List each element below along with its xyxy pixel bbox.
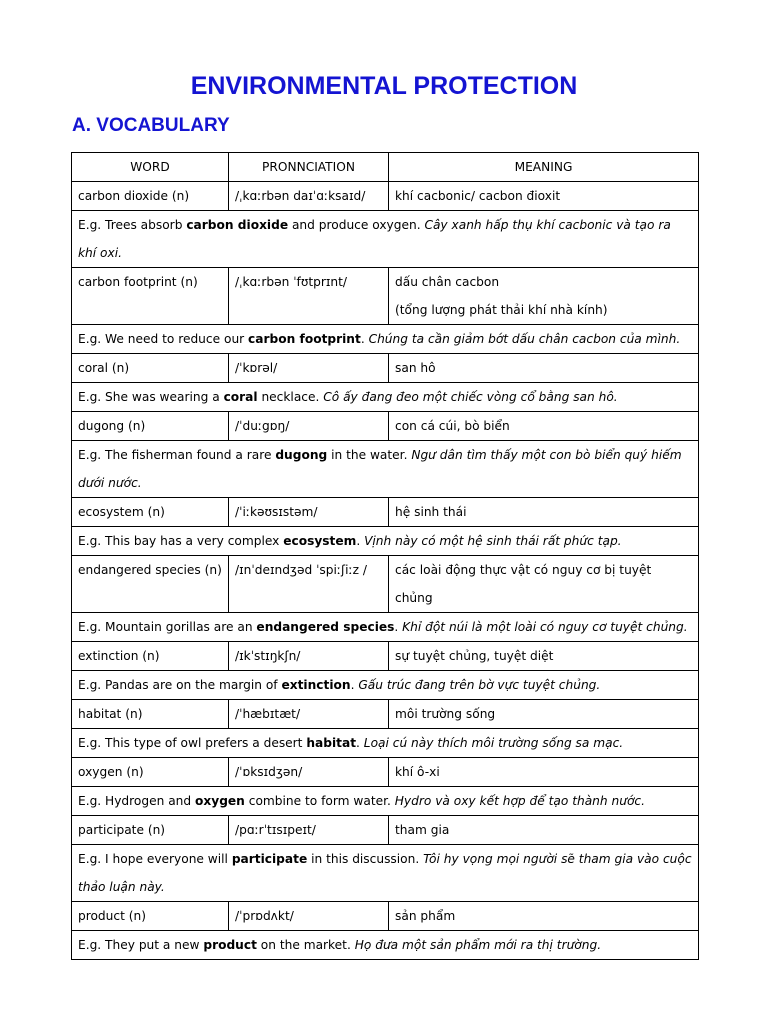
meaning-cell: [389, 556, 699, 613]
word-cell: carbon footprint (n): [72, 268, 229, 325]
example-row: [72, 613, 699, 642]
meaning-cell: [389, 268, 699, 325]
meaning-cell: [389, 816, 699, 845]
example-translation: Loại cú này thích môi trường sống sa mạc.: [363, 736, 624, 750]
example-suffix: .: [356, 736, 364, 750]
vocabulary-table: [71, 152, 699, 960]
example-keyword: oxygen: [195, 794, 245, 808]
header-pronunciation: PRONNCIATION: [229, 153, 389, 182]
pronunciation-cell: /ˈkɒrəl/: [229, 354, 389, 383]
word-cell: dugong (n): [72, 412, 229, 441]
meaning-cell: [389, 498, 699, 527]
table-row: [72, 816, 699, 845]
example-prefix: E.g. This type of owl prefers a desert: [78, 736, 307, 750]
header-meaning: MEANING: [389, 153, 699, 182]
table-header-row: [72, 153, 699, 182]
meaning-cell: [389, 354, 699, 383]
meaning-line: các loài động thực vật có nguy cơ bị tuyệt chủng: [395, 563, 652, 605]
table-row: [72, 354, 699, 383]
example-keyword: habitat: [306, 736, 357, 750]
example-keyword: endangered species: [256, 620, 395, 634]
example-cell: [72, 845, 699, 902]
example-translation: Chúng ta cần giảm bớt dấu chân cacbon của mình.: [368, 332, 681, 346]
example-keyword: product: [203, 938, 257, 952]
example-translation: Tôi hy vọng mọi người sẽ tham gia vào cuộc thảo luận này.: [78, 852, 692, 894]
example-cell: [72, 787, 699, 816]
example-translation: Ngư dân tìm thấy một con bò biển quý hiếm dưới nước.: [78, 448, 682, 490]
example-suffix: in the water.: [327, 448, 412, 462]
example-row: [72, 931, 699, 960]
example-suffix: and produce oxygen.: [288, 218, 425, 232]
example-row: [72, 671, 699, 700]
example-keyword: carbon footprint: [248, 332, 361, 346]
meaning-line: sản phẩm: [395, 909, 456, 923]
meaning-cell: [389, 758, 699, 787]
vocabulary-body: [72, 182, 699, 960]
example-row: [72, 441, 699, 498]
table-row: [72, 700, 699, 729]
example-translation: Hydro và oxy kết hợp để tạo thành nước.: [394, 794, 645, 808]
example-translation: Gấu trúc đang trên bờ vực tuyệt chủng.: [358, 678, 601, 692]
example-keyword: extinction: [281, 678, 351, 692]
example-row: [72, 325, 699, 354]
table-row: [72, 182, 699, 211]
example-cell: [72, 613, 699, 642]
meaning-line: tham gia: [395, 823, 450, 837]
word-cell: endangered species (n): [72, 556, 229, 613]
word-cell: habitat (n): [72, 700, 229, 729]
example-suffix: .: [350, 678, 359, 692]
example-suffix: in this discussion.: [307, 852, 424, 866]
example-row: [72, 527, 699, 556]
example-prefix: E.g. Hydrogen and: [78, 794, 196, 808]
example-cell: [72, 671, 699, 700]
table-row: [72, 758, 699, 787]
word-cell: product (n): [72, 902, 229, 931]
table-row: [72, 902, 699, 931]
example-suffix: .: [360, 332, 369, 346]
table-row: [72, 412, 699, 441]
meaning-cell: [389, 700, 699, 729]
example-keyword: participate: [231, 852, 308, 866]
meaning-line: con cá cúi, bò biển: [395, 419, 510, 433]
example-prefix: E.g. The fisherman found a rare: [78, 448, 276, 462]
example-prefix: E.g. This bay has a very complex: [78, 534, 284, 548]
example-keyword: coral: [223, 390, 258, 404]
table-row: [72, 268, 699, 325]
example-suffix: combine to form water.: [244, 794, 395, 808]
header-word: WORD: [72, 153, 229, 182]
word-cell: oxygen (n): [72, 758, 229, 787]
example-suffix: on the market.: [256, 938, 355, 952]
pronunciation-cell: /ɪkˈstɪŋkʃn/: [229, 642, 389, 671]
example-cell: [72, 527, 699, 556]
meaning-cell: [389, 642, 699, 671]
word-cell: participate (n): [72, 816, 229, 845]
meaning-cell: [389, 902, 699, 931]
meaning-cell: [389, 182, 699, 211]
pronunciation-cell: /ˌkɑːrbən ˈfʊtprɪnt/: [229, 268, 389, 325]
pronunciation-cell: /ˈɒksɪdʒən/: [229, 758, 389, 787]
table-row: [72, 556, 699, 613]
example-cell: [72, 931, 699, 960]
section-heading: A. VOCABULARY: [72, 115, 230, 136]
example-row: [72, 845, 699, 902]
example-translation: Cây xanh hấp thụ khí cacbonic và tạo ra khí oxi.: [78, 218, 671, 260]
pronunciation-cell: /ˈduːgɒŋ/: [229, 412, 389, 441]
example-prefix: E.g. We need to reduce our: [78, 332, 249, 346]
example-prefix: E.g. Trees absorb: [78, 218, 187, 232]
meaning-line: môi trường sống: [395, 707, 496, 721]
example-cell: [72, 383, 699, 412]
example-suffix: .: [394, 620, 403, 634]
example-prefix: E.g. Mountain gorillas are an: [78, 620, 257, 634]
pronunciation-cell: /ˈprɒdʌkt/: [229, 902, 389, 931]
example-row: [72, 787, 699, 816]
example-cell: [72, 441, 699, 498]
example-suffix: necklace.: [257, 390, 324, 404]
example-row: [72, 383, 699, 412]
example-suffix: .: [356, 534, 365, 548]
word-cell: ecosystem (n): [72, 498, 229, 527]
pronunciation-cell: /ˈhæbɪtæt/: [229, 700, 389, 729]
meaning-line: khí ô-xi: [395, 765, 440, 779]
example-prefix: E.g. I hope everyone will: [78, 852, 232, 866]
example-translation: Cô ấy đang đeo một chiếc vòng cổ bằng san hô.: [323, 390, 618, 404]
example-prefix: E.g. Pandas are on the margin of: [78, 678, 282, 692]
example-prefix: E.g. She was wearing a: [78, 390, 224, 404]
example-row: [72, 729, 699, 758]
pronunciation-cell: /ˈiːkəʊsɪstəm/: [229, 498, 389, 527]
table-row: [72, 498, 699, 527]
word-cell: carbon dioxide (n): [72, 182, 229, 211]
table-row: [72, 642, 699, 671]
meaning-cell: [389, 412, 699, 441]
meaning-line: hệ sinh thái: [395, 505, 467, 519]
example-cell: [72, 729, 699, 758]
page-title: ENVIRONMENTAL PROTECTION: [190, 72, 578, 100]
meaning-line: sự tuyệt chủng, tuyệt diệt: [395, 649, 554, 663]
example-translation: Họ đưa một sản phẩm mới ra thị trường.: [354, 938, 602, 952]
example-keyword: dugong: [275, 448, 328, 462]
example-keyword: carbon dioxide: [186, 218, 289, 232]
meaning-line: dấu chân cacbon: [395, 275, 500, 289]
pronunciation-cell: /ˌkɑːrbən daɪˈɑːksaɪd/: [229, 182, 389, 211]
pronunciation-cell: /pɑːrˈtɪsɪpeɪt/: [229, 816, 389, 845]
example-row: [72, 211, 699, 268]
example-cell: [72, 325, 699, 354]
example-cell: [72, 211, 699, 268]
meaning-line: san hô: [395, 361, 436, 375]
example-keyword: ecosystem: [283, 534, 357, 548]
meaning-line: (tổng lượng phát thải khí nhà kính): [395, 303, 608, 317]
example-translation: Vịnh này có một hệ sinh thái rất phức tạp.: [364, 534, 622, 548]
meaning-line: khí cacbonic/ cacbon đioxit: [395, 189, 561, 203]
example-translation: Khỉ đột núi là một loài có nguy cơ tuyệt chủng.: [402, 620, 688, 634]
word-cell: extinction (n): [72, 642, 229, 671]
word-cell: coral (n): [72, 354, 229, 383]
pronunciation-cell: /ɪnˈdeɪndʒəd ˈspiːʃiːz /: [229, 556, 389, 613]
example-prefix: E.g. They put a new: [78, 938, 204, 952]
